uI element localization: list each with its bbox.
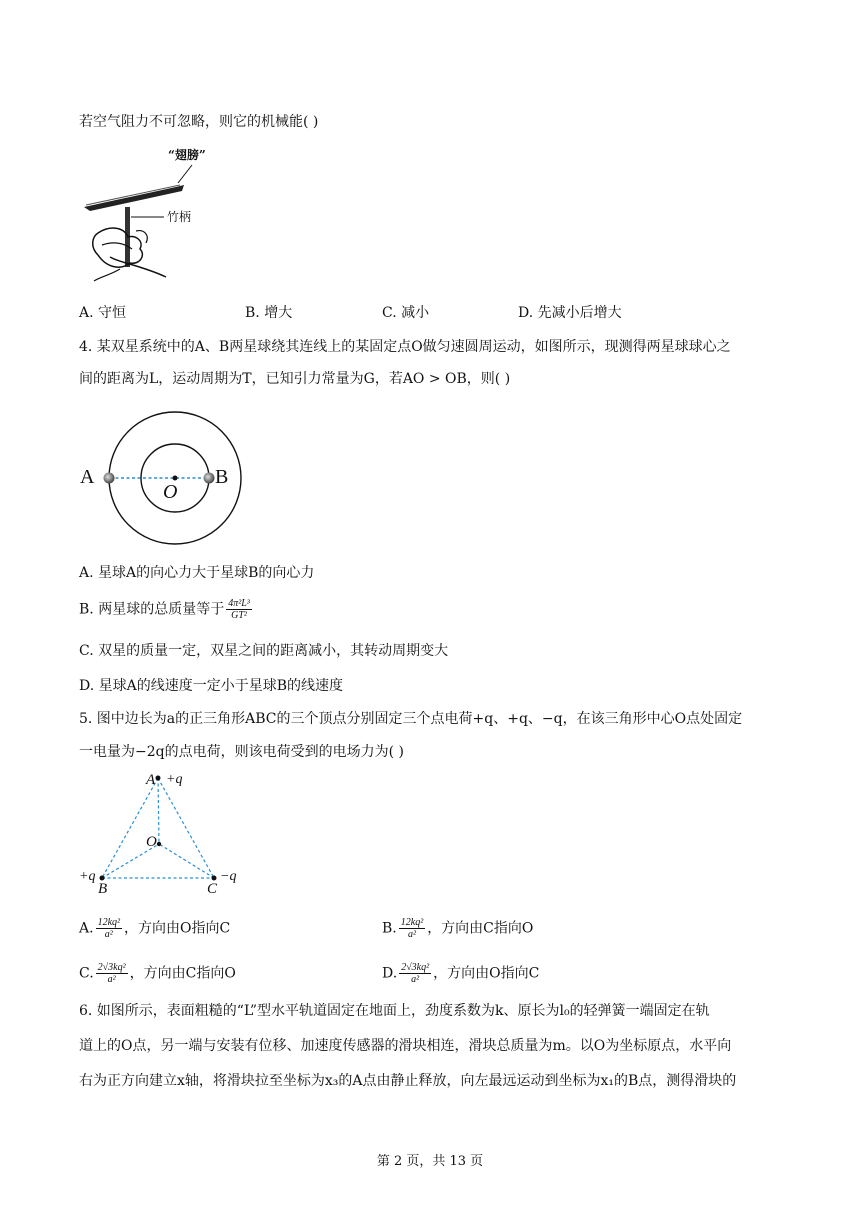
q4-option-c: C. 双星的质量一定，双星之间的距离减小，其转动周期变大	[79, 643, 449, 659]
q6-stem-line2: 道上的O点，另一端与安装有位移、加速度传感器的滑块相连，滑块总质量为m。以O为坐标原点，水平向	[79, 1038, 732, 1054]
star-b-label: B	[215, 466, 229, 488]
q3-option-d: D. 先减小后增大	[518, 305, 622, 321]
vertex-a-charge-label: +q	[166, 772, 183, 787]
q4-option-d: D. 星球A的线速度一定小于星球B的线速度	[79, 678, 344, 694]
vertex-a-label: A	[146, 772, 156, 788]
center-o-label: O	[146, 834, 157, 850]
q4-option-a: A. 星球A的向心力大于星球B的向心力	[79, 565, 315, 581]
star-a	[104, 473, 115, 484]
q5-option-b: B. $\frac{\text{12kq²}}{\text{a²}}$ ，方向由C指向O	[382, 917, 534, 940]
star-a-label: A	[80, 466, 95, 488]
vertex-c-charge-label: −q	[220, 869, 237, 884]
q3-option-a: A. 守恒	[79, 305, 127, 321]
center-o-label: O	[163, 481, 178, 503]
q5-option-c: C. $\frac{\text{2√3kq²}}{\text{a²}}$ ，方向由C指向O	[79, 962, 236, 985]
q4-stem-line1: 4. 某双星系统中的A、B两星球绕其连线上的某固定点O做匀速圆周运动，如图所示，现测得两星球球心之	[79, 339, 731, 355]
q4-option-b: B. 两星球的总质量等于 $\frac{\text{4π²L³}}{\text{GT²}}$	[79, 598, 250, 621]
page-footer: 第 2 页，共 13 页	[376, 1154, 484, 1169]
q5-stem-line2: 一电量为−2q的点电荷，则该电荷受到的电场力为( )	[79, 744, 404, 760]
q5-option-a: A. $\frac{\text{12kq²}}{\text{a²}}$ ，方向由O指向C	[79, 917, 231, 940]
q6-stem-line3: 右为正方向建立x轴，将滑块拉至坐标为x₃的A点由静止释放，向左最远运动到坐标为x₁的B点，测得滑块的	[79, 1073, 737, 1089]
q3-option-b: B. 增大	[245, 305, 293, 321]
q4-stem-line2: 间的距离为L，运动周期为T，已知引力常量为G，若AO > OB，则( )	[79, 371, 511, 387]
star-b	[204, 473, 215, 484]
vertex-b-label: B	[98, 881, 108, 897]
q5-option-d: D. $\frac{\text{2√3kq²}}{\text{a²}}$ ，方向由O指向C	[382, 962, 540, 985]
center-point	[173, 476, 178, 481]
q5-stem-line1: 5. 图中边长为a的正三角形ABC的三个顶点分别固定三个点电荷+q、+q、−q，在该三角形中心O点处固定	[79, 711, 743, 727]
vertex-c-label: C	[207, 881, 218, 897]
handle-label: 竹柄	[167, 210, 192, 224]
wing-label: “翅膀”	[168, 148, 206, 162]
center-o-charge	[157, 842, 161, 846]
binary-star-figure	[78, 408, 278, 548]
q6-stem-line1: 6. 如图所示，表面粗糙的“L”型水平轨道固定在地面上，劲度系数为k、原长为l₀的轻弹簧一端固定在轨	[79, 1003, 710, 1019]
q3-stem-tail: 若空气阻力不可忽略，则它的机械能( )	[79, 114, 319, 130]
q3-option-c: C. 减小	[382, 305, 430, 321]
vertex-a-charge	[156, 776, 161, 781]
vertex-b-charge-label: +q	[79, 869, 96, 884]
